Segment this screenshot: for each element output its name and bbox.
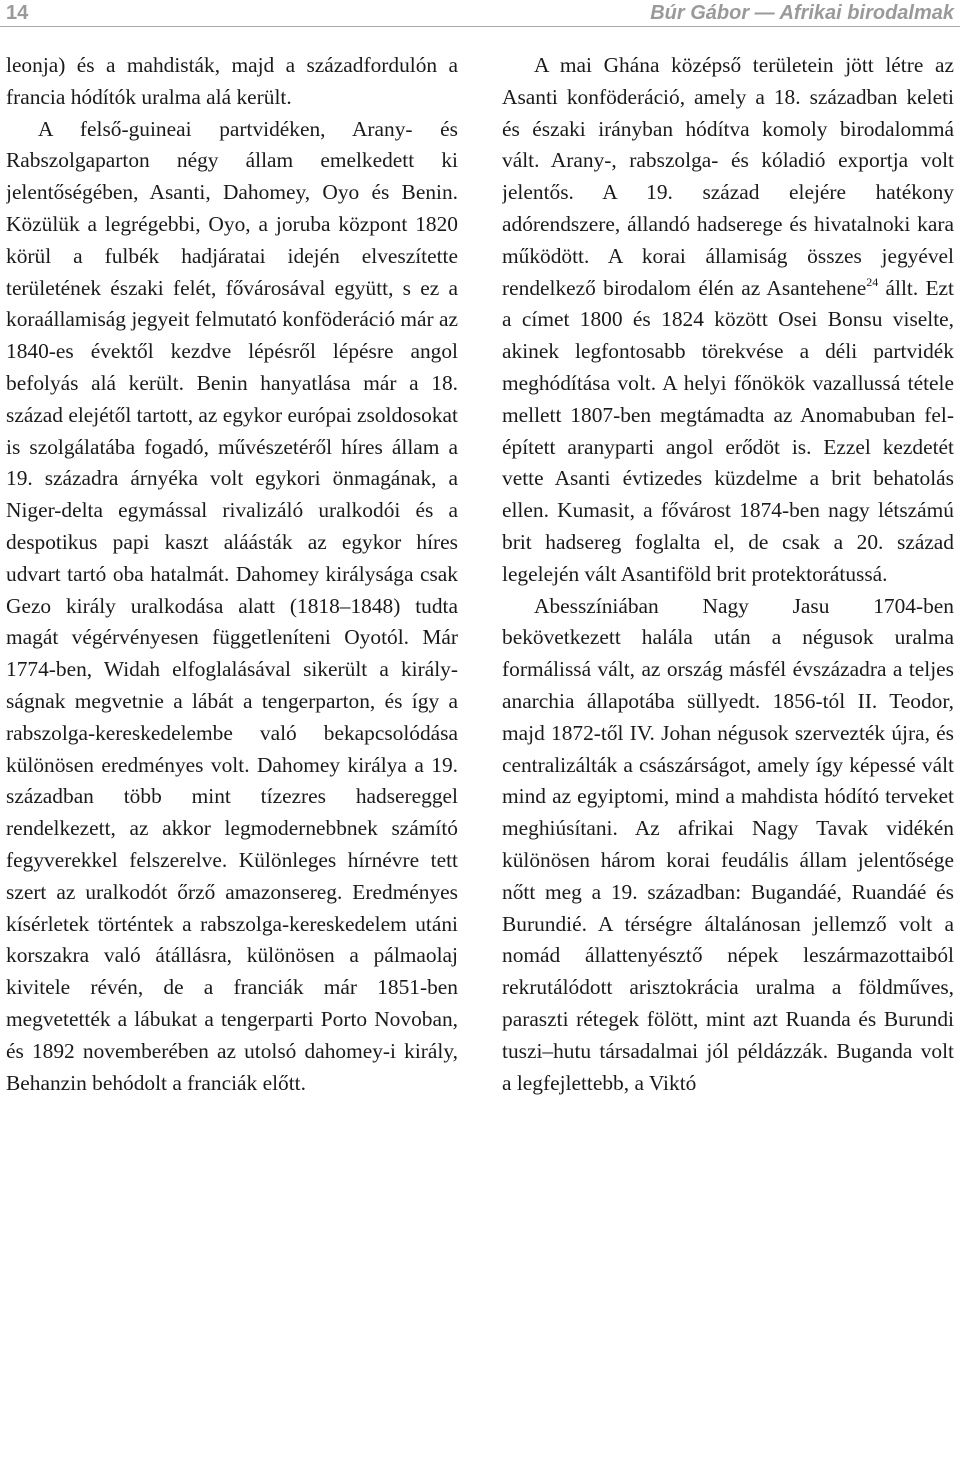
paragraph-asanti — [502, 50, 954, 591]
left-column — [6, 50, 458, 1472]
paragraph-continuation: leonja) és a mahdisták, majd a századfordulón a francia hódítók uralma alá került. — [6, 53, 458, 109]
page-number: 14 — [6, 2, 29, 24]
paragraph-abyssinia: Abesszíniában Nagy Jasu 1704-ben bekövetkezett halála után a négusok uralma formálissá vált, az ország másfél évszázadra a teljes anarchia állapotába süllyedt. 1856-tól II. Teodor, majd 1872-től IV. Johan négusok szervezték újra, és centralizálták a császárságot, amely így képessé vált mind az egyiptomi, mind a mahdista hódító terveket meghiúsítani. Az afrikai Nagy Tavak vidékén különösen három korai feudális állam jelentősége nőtt meg a 19. században: Bugandáé, Ruandáé és Burundié. A térségre általánosan jellemző volt a nomád állattenyésztő népek leszármazottaiból rekrutálódott arisztokrácia uralma a földműves, paraszti rétegek fölött, mint azt Ruanda és Burundi tuszi–hutu társadalmai jól példázzák. Buganda volt a legfejlettebb, a Viktó — [502, 593, 954, 1095]
paragraph-west-africa: A felső-guineai partvidéken, Arany- és Rabszolgaparton négy állam emelkedett ki jelentőségében, Asanti, Dahomey, Oyo és Benin. Közülük a legrégebbi, Oyo, a joruba központ 1820 körül a fulbék hadjáratai idején elveszítette területének északi felét, fővárosával együtt, s ez a koraállamiság jegyeit felmutató konföderáció már az 1840-es évektől kezdve lépésről lépésre angol befolyás alá került. Benin hanyatlása már a 18. század elejétől tartott, az egykor európai zsoldosokat is szolgálatába fogadó, művészetéről híres állam a 19. századra árnyéka volt egykori önmagának, a Niger-delta egymással rivalizáló uralkodói és a despotikus papi kaszt aláásták az egykor híres udvart tartó oba hatalmát. Dahomey királysága csak Gezo király uralkodása alatt (1818–1848) tudta magát végérvényesen függetleníteni Oyotól. Már 1774-ben, Widah elfoglalásával sikerült a királyságnak megvetnie a lábát a tengerparton, és így a rabszolga-kereskedelembe való bekapcsolódása különösen eredményes volt. Dahomey királya a 19. században több mint tízezres hadsereggel rendelkezett, az akkor legmodernebbnek számító fegyverekkel felszerelve. Különleges hírnévre tett szert az uralkodót őrző amazonsereg. Eredményes kísérletek történtek a rabszolga-kereskedelem utáni korszakra való átállásra, különösen a pálmaolaj kivitele révén, de a franciák már 1851-ben megvetették a lábukat a tengerparti Porto Novoban, és 1892 novemberében az utolsó dahomey-i király, Behanzin behódolt a franciák előtt. — [6, 116, 458, 1095]
asanti-text-end: állt. Ezt a címet 1800 és 1824 között Osei Bonsu viselte, akinek legfontosabb törekvése a déli partvidék meghódítása volt. A helyi főnökök vazallussá tétele mellett 1807-ben megtámadta az Anomabuban felépített aranyparti angol erődöt is. Ezzel kezdetét vette Asanti évtizedes küzdelme a brit behatolás ellen. Kumasit, a fővárost 1874-ben nagy létszámú brit hadsereg foglalta el, de csak a 20. század legelején vált Asantiföld brit protektorátussá. — [502, 275, 954, 586]
asanti-text-start: A mai Ghána középső területein jött létre az Asanti konföderáció, amely a 18. században keleti és északi irányban hódítva komoly birodalommá vált. Arany-, rabszolga- és kóladió exportja volt jelentős. A 19. század elejére hatékony adórendszere, állandó hadserege és hivatalnoki kara működött. A korai államiság összes jegyével rendelkező birodalom élén az Asantehene — [502, 53, 954, 300]
running-title: Búr Gábor — Afrikai birodalmak — [650, 2, 954, 24]
footnote-reference[interactable]: 24 — [866, 274, 879, 289]
page-header — [0, 0, 960, 27]
right-column — [502, 50, 954, 1472]
